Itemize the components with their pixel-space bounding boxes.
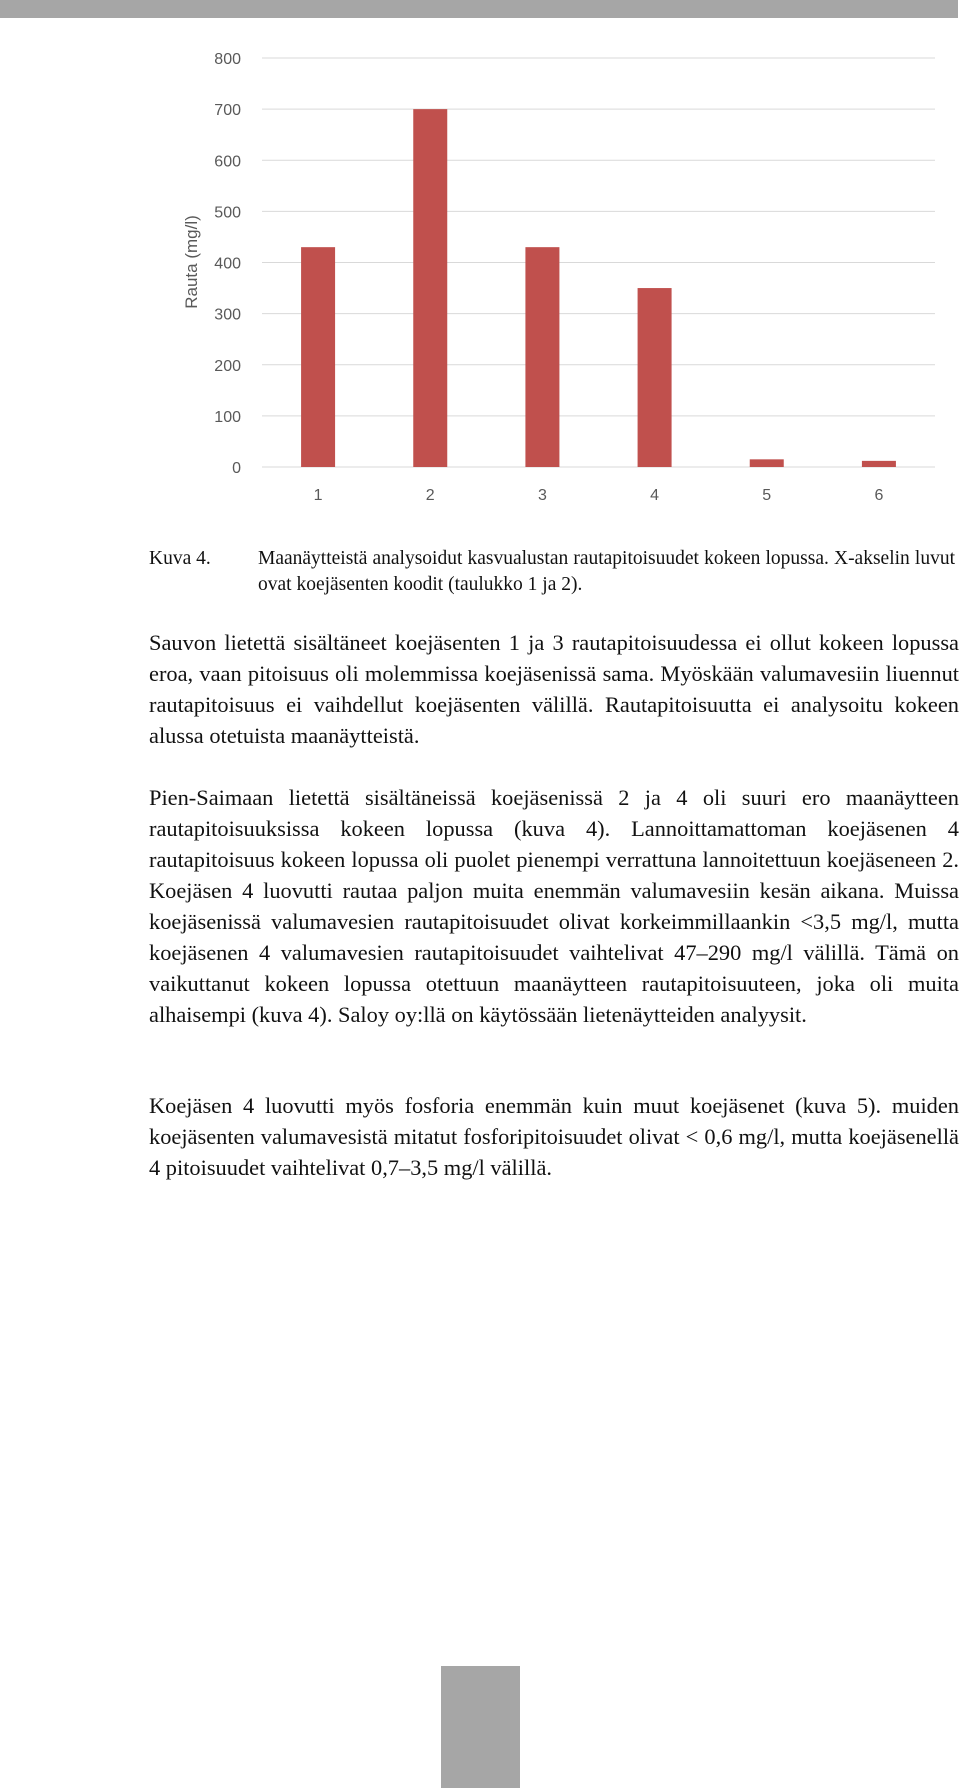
bar bbox=[750, 459, 784, 467]
paragraph: Sauvon lietettä sisältäneet koejäsenten 1 ja 3 rautapitoisuudessa ei ollut kokeen lopussa eroa, vaan pitoisuus oli molemmissa koejäsenissä sama. Myöskään valumavesiin liuennut rautapitoisuus ei vaihdellut koejäsenten välillä. Rautapitoisuutta ei analysoitu kokeen alussa otetuista maanäytteistä. bbox=[149, 630, 959, 748]
caption-number: Kuva 4. bbox=[149, 548, 211, 569]
paragraph: Pien-Saimaan lietettä sisältäneissä koejäsenissä 2 ja 4 oli suuri ero maanäytteen rautapitoisuuksissa kokeen lopussa (kuva 4). Lannoittamattoman koejäsenen 4 rautapitoisuus kokeen lopussa oli puolet pienempi verrattuna lannoitettuun koejäseneen 2. Koejäsen 4 luovutti rautaa paljon muita enemmän valumavesiin kesän aikana. Muissa koejäsenissä valumavesien rautapitoisuudet olivat korkeimmillaankin <3,5 mg/l, mutta koejäsenen 4 valumavesien rautapitoisuudet vaihtelivat 47–290 mg/l välillä. Tämä on vaikuttanut kokeen lopussa otettuun maanäytteen rautapitoisuuteen, joka oli muita alhaisempi (kuva 4). Saloy oy:llä on käytössään lietenäytteiden analyysit. bbox=[149, 785, 959, 1027]
y-tick-label: 700 bbox=[214, 102, 241, 120]
bar bbox=[638, 288, 672, 467]
chart-gridlines bbox=[262, 58, 935, 467]
x-tick-label: 4 bbox=[650, 487, 660, 504]
y-tick-label: 400 bbox=[214, 255, 241, 273]
page-footer-block bbox=[441, 1666, 520, 1788]
y-tick-label: 100 bbox=[214, 408, 241, 426]
x-tick-label: 6 bbox=[874, 487, 884, 504]
y-axis-label: Rauta (mg/l) bbox=[182, 215, 201, 309]
y-tick-label: 0 bbox=[232, 460, 241, 477]
bar bbox=[413, 109, 447, 467]
y-tick-label: 300 bbox=[214, 306, 241, 324]
chart-bars bbox=[301, 109, 896, 467]
x-tick-label: 3 bbox=[537, 487, 547, 504]
y-tick-label: 800 bbox=[214, 51, 241, 68]
paragraph: Koejäsen 4 luovutti myös fosforia enemmän kuin muut koejäsenet (kuva 5). muiden koejäsenten valumavesistä mitatut fosforipitoisuudet olivat < 0,6 mg/l, mutta koejäsenellä 4 pitoisuudet vaihtelivat 0,7–3,5 mg/l välillä. bbox=[149, 1093, 959, 1180]
bar bbox=[301, 247, 335, 467]
bar bbox=[525, 247, 559, 467]
y-axis-ticks bbox=[214, 51, 241, 477]
x-tick-label: 1 bbox=[313, 487, 323, 504]
y-tick-label: 500 bbox=[214, 204, 241, 222]
y-tick-label: 200 bbox=[214, 357, 241, 375]
caption-text: Maanäytteistä analysoidut kasvualustan rautapitoisuudet kokeen lopussa. X-akselin luvut ovat koejäsenten koodit (taulukko 1 ja 2). bbox=[258, 548, 955, 595]
x-axis-ticks bbox=[314, 487, 884, 504]
x-tick-label: 2 bbox=[425, 487, 435, 504]
bar bbox=[862, 461, 896, 467]
y-tick-label: 600 bbox=[214, 153, 241, 171]
x-tick-label: 5 bbox=[762, 487, 772, 504]
iron-bar-chart bbox=[0, 0, 960, 520]
